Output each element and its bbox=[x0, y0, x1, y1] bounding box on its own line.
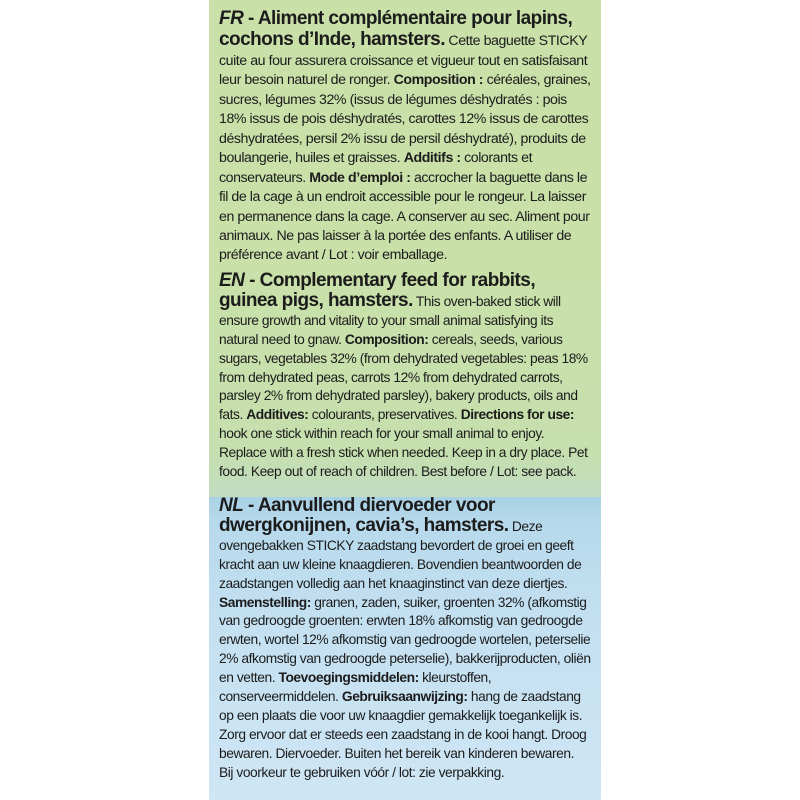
heading-nl: Aanvullend diervoeder voor dwergkonijnen, cavia’s, hamsters. bbox=[219, 495, 509, 536]
directions-text-en: hook one stick within reach for your small animal to enjoy. Replace with a fresh stick when needed. Keep in a dry place. Pet food. Keep out of reach of children. Best before / Lot: see pack. bbox=[219, 426, 588, 480]
composition-label-fr: Composition : bbox=[393, 72, 484, 89]
intro-text-fr: Cette baguette STICKY cuite au four assurera croissance et vigueur tout en satisfaisant leur besoin naturel de ronger. bbox=[219, 33, 588, 89]
intro-text-nl: Deze ovengebakken STICKY zaadstang bevordert de groei en geeft kracht aan uw kleine knaagdieren. Bovendien beantwoorden de zaadstangen volledig aan het knaaginstinct van deze diertjes. bbox=[219, 518, 582, 591]
heading-en: Complementary feed for rabbits, guinea pigs, hamsters. bbox=[219, 270, 536, 311]
additives-label-nl: Toevoegingsmiddelen: bbox=[278, 670, 419, 686]
heading-separator: - bbox=[244, 270, 260, 291]
language-code-fr: FR bbox=[219, 8, 244, 29]
directions-label-en: Directions for use: bbox=[460, 407, 575, 423]
directions-label-nl: Gebruiksaanwijzing: bbox=[341, 689, 468, 705]
directions-text-nl: hang de zaadstang op een plaats die voor uw knaagdier gemakkelijk toegankelijk is. Zorg ervoor dat er steeds een zaadstang in de kooi hangt. Droog bewaren. Diervoeder. Buiten het bereik van kinderen bewaren. Bij voorkeur te gebruiken vóór / lot: zie verpakking. bbox=[219, 689, 587, 780]
additives-label-en: Additives: bbox=[246, 407, 309, 423]
composition-label-nl: Samenstelling: bbox=[219, 594, 311, 610]
composition-label-en: Composition: bbox=[344, 331, 429, 347]
additives-text-en: colourants, preservatives. bbox=[308, 407, 461, 423]
directions-text-fr: accrocher la baguette dans le fil de la cage à un endroit accessible pour le rongeur. La laisser en permanence dans la cage. A conserver au sec. Aliment pour animaux. Ne pas laisser à la portée des enfants. A utiliser de préférence avant / Lot : voir emballage. bbox=[219, 169, 590, 264]
english-section bbox=[209, 270, 601, 497]
french-section bbox=[209, 0, 601, 270]
heading-fr: Aliment complémentaire pour lapins, cochons d’Inde, hamsters. bbox=[219, 8, 573, 51]
additives-text-fr: colorants et conservateurs. bbox=[219, 150, 533, 186]
intro-text-en: This oven-baked stick will ensure growth and vitality to your small animal satisfying its natural need to gnaw. bbox=[219, 293, 561, 347]
product-label bbox=[209, 0, 601, 800]
heading-separator: - bbox=[243, 495, 258, 516]
language-code-en: EN bbox=[219, 270, 245, 291]
composition-text-nl: granen, zaden, suiker, groenten 32% (afkomstig van gedroogde groenten: erwten 18% afkomstig van gedroogde erwten, wortel 12% afkomstig van gedroogde wortelen, peterselie 2% afkomstig van gedroogde peterselie), bakkerijproducten, oliën en vetten. bbox=[219, 594, 591, 686]
additives-text-nl: kleurstoffen, conserveermiddelen. bbox=[219, 670, 492, 705]
composition-text-en: cereals, seeds, various sugars, vegetables 32% (from dehydrated vegetables: peas 18% from dehydrated peas, carrots 12% from dehydrated carrots, parsley 2% from dehydrated parsley), bakery products, oils and fats. bbox=[219, 331, 588, 423]
heading-separator: - bbox=[243, 8, 258, 29]
directions-label-fr: Mode d’emploi : bbox=[309, 169, 411, 186]
additives-label-fr: Additifs : bbox=[403, 150, 461, 167]
dutch-section bbox=[209, 497, 601, 800]
composition-text-fr: céréales, graines, sucres, légumes 32% (issus de légumes déshydratés : pois 18% issus de pois déshydratés, carottes 12% issus de carottes déshydratées, persil 2% issu de persil déshydraté), produits de boulangerie, huiles et graisses. bbox=[219, 72, 591, 167]
language-code-nl: NL bbox=[219, 495, 244, 516]
